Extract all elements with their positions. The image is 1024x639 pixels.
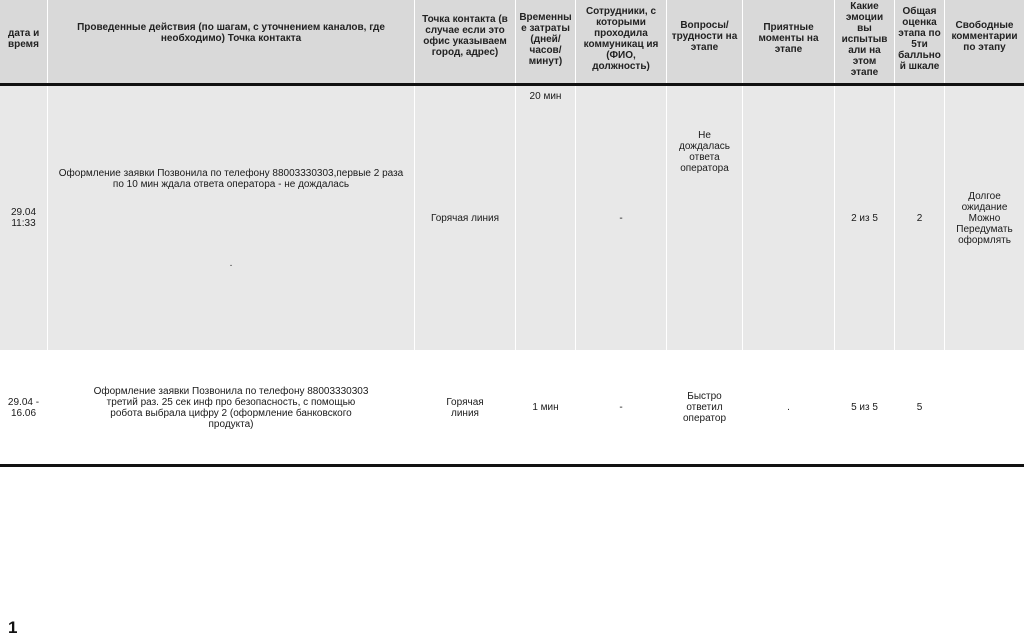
header-date-time: дата и время [0,0,48,83]
cell-score: 5 [895,350,945,465]
cell-difficulties: Быстро ответил оператор [667,350,743,465]
header-pleasant-moments: Приятные моменты на этапе [743,0,835,83]
time-spent-value: 20 мин [529,91,562,102]
cell-comments [945,350,1024,465]
cell-employees: - [576,350,667,465]
cell-date: 29.04 - 16.06 [0,350,48,465]
cell-emotions: 2 из 5 [835,86,895,350]
header-contact-point: Точка контакта (в случае если это офис указываем город, адрес) [415,0,516,83]
actions-note: . [229,258,233,269]
table-row [0,350,1024,465]
page-number: 1 [8,618,18,637]
header-score: Общая оценка этапа по 5ти балльно й шкале [895,0,945,83]
cell-pleasant-moments [743,86,835,350]
table-row [0,86,1024,350]
header-time-spent: Временны е затраты (дней/ часов/ минут) [516,0,576,83]
cell-comments: Долгое ожидание Можно Передумать оформлять [956,190,1013,246]
table-header-row [0,0,1024,83]
actions-text: Оформление заявки Позвонила по телефону 88003330303,первые 2 раза по 10 мин ждала ответа оператора - не дождалась [58,168,404,190]
table-bottom-divider [0,464,1024,467]
cell-difficulties [667,86,743,350]
cell-time-spent [516,86,576,350]
cell-pleasant-moments: . [743,350,835,465]
difficulties-text: Не дождалась ответа оператора [679,130,730,174]
header-emotions: Какие эмоции вы испытыв али на этом этапе [835,0,895,83]
cell-contact-point: Горячая линия [415,350,516,465]
cell-emotions: 5 из 5 [835,350,895,465]
header-difficulties: Вопросы/ трудности на этапе [667,0,743,83]
cell-actions [48,86,415,350]
cell-time-spent: 1 мин [516,350,576,465]
cell-contact-point: Горячая линия [415,86,516,350]
cell-employees: - [576,86,667,350]
header-actions: Проведенные действия (по шагам, с уточнением каналов, где необходимо) Точка контакта [48,0,415,83]
cell-date: 29.04 11:33 [0,86,48,350]
header-employees: Сотрудники, с которыми проходила коммуникац ия (ФИО, должность) [576,0,667,83]
header-comments: Свободные комментарии по этапу [951,20,1018,53]
cell-actions: Оформление заявки Позвонила по телефону 88003330303 третий раз. 25 сек инф про безопасность, с помощью робота выбрала цифру 2 (оформление банковского продукта) [48,350,415,465]
cell-score: 2 [895,86,945,350]
